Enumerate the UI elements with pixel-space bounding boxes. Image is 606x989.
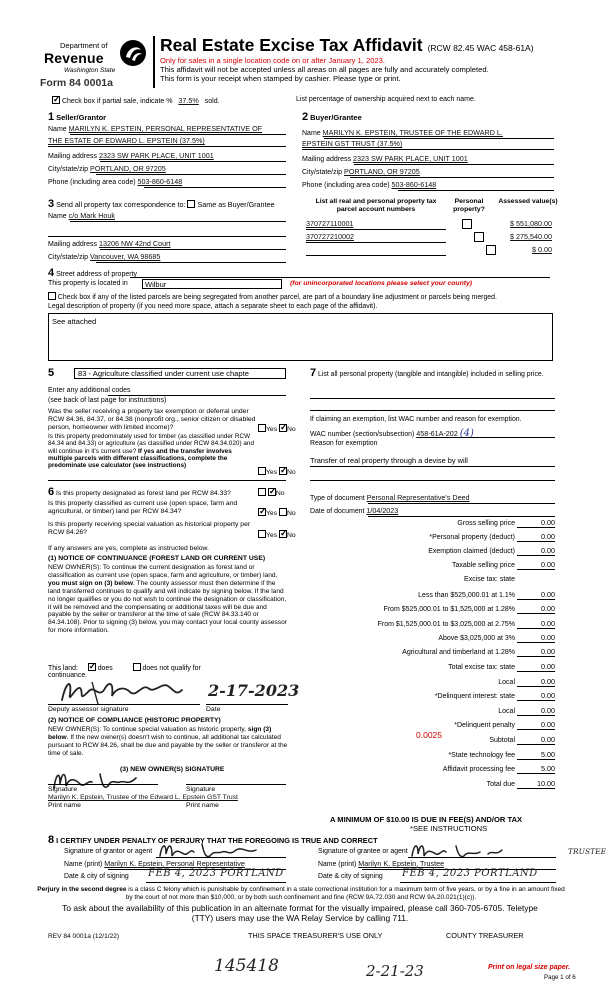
location-select[interactable]: Wilbur bbox=[142, 279, 282, 289]
fee-label: Agricultural and timberland at 1.28% bbox=[402, 649, 515, 657]
fee-row bbox=[320, 519, 555, 528]
fee-label: Affidavit processing fee bbox=[442, 766, 515, 774]
historic-no-checkbox[interactable] bbox=[279, 530, 287, 538]
fee-amount[interactable]: 0.00 bbox=[517, 519, 555, 528]
seller-phone-row: Phone (including area code) 503-860-6148 bbox=[48, 177, 183, 186]
seller-address-row: Mailing address 2323 SW PARK PLACE, UNIT 1001 bbox=[48, 151, 214, 160]
seller-address[interactable]: 2323 SW PARK PLACE, UNIT 1001 bbox=[98, 151, 214, 160]
forest-no-checkbox[interactable] bbox=[268, 488, 276, 496]
current-use-no-checkbox[interactable] bbox=[279, 508, 287, 516]
fee-label: *Delinquent interest: state bbox=[434, 693, 515, 701]
grantee-name[interactable]: Marilyn K. Epstein, Trustee bbox=[358, 859, 445, 868]
corr-blank-underline bbox=[48, 236, 286, 237]
buyer-name-underline-2 bbox=[302, 149, 554, 150]
doc-type[interactable]: Personal Representative's Deed bbox=[366, 493, 470, 502]
corr-name-underline bbox=[70, 221, 286, 222]
additional-codes-label: Enter any additional codes bbox=[48, 387, 131, 394]
fee-label: *Delinquent penalty bbox=[454, 722, 515, 730]
state-label: Washington State bbox=[64, 67, 116, 74]
corr-address-row: Mailing address 13206 NW 42nd Court bbox=[48, 239, 171, 248]
grantor-signature-label: Signature of grantor or agent bbox=[64, 848, 153, 855]
ownership-note: List percentage of ownership acquired next to each name. bbox=[296, 96, 476, 103]
fee-row bbox=[320, 721, 555, 730]
fee-row bbox=[320, 692, 555, 701]
print-legal-note: Print on legal size paper. bbox=[488, 964, 571, 971]
parcel-underline-1 bbox=[306, 229, 446, 230]
partial-sale-checkbox[interactable] bbox=[52, 96, 60, 104]
historic-yes-checkbox[interactable] bbox=[258, 530, 266, 538]
notice-compliance-text: NEW OWNER(S): To continue special valuation as historic property, sign (3) below. If the new owner(s) doesn't wish to continue, all additional tax calculated pursuant to RCW 84.26, shall be due and payable by the seller or transferor at the time of sale. bbox=[48, 726, 288, 757]
fee-amount[interactable]: 0.00 bbox=[517, 736, 555, 745]
street-address-row: 4 Street address of property bbox=[48, 267, 138, 279]
handwritten-date: 2-21-23 bbox=[366, 962, 424, 980]
parcel-underline-3 bbox=[306, 255, 446, 256]
seller-city-underline bbox=[96, 174, 286, 175]
new-owner-sig-underline-1 bbox=[48, 784, 158, 785]
buyer-city[interactable]: PORTLAND, OR 97205 bbox=[344, 167, 420, 176]
additional-codes-underline bbox=[108, 395, 286, 396]
grantor-name-row: Name (print) Marilyn K. Epstein, Personal Representative bbox=[64, 859, 245, 868]
partial-percent[interactable]: 37.5% bbox=[178, 96, 199, 105]
county-treasurer-label: COUNTY TREASURER bbox=[446, 931, 524, 940]
revenue-label: Revenue bbox=[44, 50, 104, 66]
does-not-checkbox[interactable] bbox=[133, 663, 141, 671]
fee-row bbox=[320, 561, 555, 570]
minimum-fee-note: A MINIMUM OF $10.00 IS DUE IN FEE(S) AND/OR TAX bbox=[330, 815, 523, 824]
fee-amount[interactable]: 0.00 bbox=[517, 721, 555, 730]
doc-date-row: Date of document 1/04/2023 bbox=[310, 506, 399, 515]
reason-underline-2 bbox=[310, 480, 555, 481]
correspondence-heading: 3 Send all property tax correspondence to: Same as Buyer/Grantee bbox=[48, 198, 275, 210]
fee-label: *Personal property (deduct) bbox=[429, 534, 515, 542]
grantor-signature-underline bbox=[156, 857, 286, 858]
fee-amount[interactable]: 0.00 bbox=[517, 678, 555, 687]
fee-row bbox=[320, 547, 555, 556]
current-use-question: Is this property classified as current use (open space, farm and agricultural, or timber) land per RCW 84.34? bbox=[48, 500, 238, 515]
corr-address-underline bbox=[100, 249, 286, 250]
grantee-date: FEB 4, 2023 PORTLAND bbox=[402, 868, 538, 879]
seller-city[interactable]: PORTLAND, OR 97205 bbox=[90, 164, 166, 173]
parcels-header-personal: Personal property? bbox=[453, 198, 485, 213]
current-use-yes-checkbox[interactable] bbox=[258, 508, 266, 516]
fee-label: From $525,000.01 to $1,525,000 at 1.28% bbox=[383, 606, 515, 614]
deputy-date: 2-17-2023 bbox=[208, 681, 300, 700]
seller-name-underline-1 bbox=[70, 134, 286, 135]
seller-heading: 1 Seller/Grantor bbox=[48, 111, 107, 123]
fee-row bbox=[320, 533, 555, 542]
buyer-name-1[interactable]: MARILYN K. EPSTEIN, TRUSTEE OF THE EDWARD L. bbox=[322, 128, 503, 137]
see-instructions-note: *SEE INSTRUCTIONS bbox=[410, 824, 488, 833]
legal-description-box[interactable]: See attached bbox=[48, 313, 553, 361]
personal-property-checkbox-2[interactable] bbox=[474, 232, 484, 242]
exemption-yes-no: Yes ✓ No bbox=[258, 424, 296, 434]
fee-amount[interactable]: 0.00 bbox=[517, 605, 555, 614]
reason-text[interactable]: Transfer of real property through a devise by will bbox=[310, 456, 468, 465]
buyer-phone-underline bbox=[398, 190, 554, 191]
perjury-statement: Perjury in the second degree is a class C felony which is punishable by confinement in a state correctional institution for a maximum term of five years, or by a fine in an amount fixed by the court of not more than $10,000, or by both such confinement and fine (RCW 9A.72.030 and RCW 9A.20.021(1)(c)). bbox=[37, 886, 565, 901]
fee-amount[interactable]: 10.00 bbox=[517, 780, 555, 789]
wac-row: WAC number (section/subsection) 458-61A-202 (4) bbox=[310, 428, 474, 439]
fee-row bbox=[320, 591, 555, 600]
header-note-1: This affidavit will not be accepted unless all areas on all pages are fully and accurately completed. bbox=[160, 64, 489, 74]
grantee-date-underline bbox=[400, 882, 556, 883]
form-rcw: (RCW 82.45 WAC 458-61A) bbox=[427, 43, 534, 53]
fee-label: Exemption claimed (deduct) bbox=[428, 548, 515, 556]
historic-yes-no: Yes ✓ No bbox=[258, 530, 296, 540]
exemption-claim-label: If claiming an exemption, list WAC number and reason for exemption. bbox=[310, 416, 522, 423]
grantor-date-label: Date & city of signing bbox=[64, 873, 129, 880]
new-owner-sig-underline-2 bbox=[186, 784, 286, 785]
dor-swirl-icon bbox=[118, 38, 148, 68]
exemption-question: Was the seller receiving a property tax exemption or deferral under RCW 84.36, 84.37, or 84.38 (nonprofit org., senior citizen or disabled person, homeowner with limited income)? bbox=[48, 408, 256, 431]
personal-property-section: 7 List all personal property (tangible and intangible) included in selling price. bbox=[310, 367, 544, 379]
partial-sold-label: sold. bbox=[204, 98, 220, 105]
deputy-signature-label: Deputy assessor signature bbox=[48, 706, 129, 713]
handwritten-number: 145418 bbox=[214, 956, 279, 976]
exemption-yes-checkbox[interactable] bbox=[258, 424, 266, 432]
fee-amount[interactable]: 0.00 bbox=[517, 591, 555, 600]
forest-question: 6 Is this property designated as forest land per RCW 84.33? bbox=[48, 486, 231, 498]
trustee-handwritten: TRUSTEE bbox=[568, 847, 606, 856]
buyer-city-underline bbox=[350, 177, 554, 178]
fee-amount[interactable]: 0.00 bbox=[517, 648, 555, 657]
fee-row bbox=[320, 634, 555, 643]
header-divider bbox=[153, 36, 155, 88]
deputy-date-label: Date bbox=[206, 706, 221, 713]
buyer-address[interactable]: 2323 SW PARK PLACE, UNIT 1001 bbox=[352, 154, 468, 163]
fee-amount[interactable]: 0.00 bbox=[517, 707, 555, 716]
wac-subsection-handwritten: (4) bbox=[459, 428, 474, 439]
grantee-date-label: Date & city of signing bbox=[318, 873, 383, 880]
segregation-row: Check box if any of the listed parcels are being segregated from another parcel, are part of a boundary line adjustment or parcels being merged. bbox=[48, 292, 497, 302]
forest-yes-no: ✓ No bbox=[258, 488, 285, 498]
fee-row bbox=[320, 751, 555, 760]
fee-label: Gross selling price bbox=[457, 520, 515, 528]
notice-continuance-text: NEW OWNER(S): To continue the current designation as forest land or classification as current use (open space, farm and agriculture, or timber) land, you must sign on (3) below. The county assessor must then determine if the land transferred continues to qualify and will indicate by signing below. If the land no longer qualifies or you do not wish to continue the designation or classification, it will be removed and the compensating or additional taxes will be due and payable by the seller or transferor at the time of sale (RCW 84.33.140 or 84.34.108). Prior to signing (3) below, you may contact your local county assessor for more information. bbox=[48, 564, 287, 635]
wac-number[interactable]: 458-61A-202 bbox=[416, 429, 458, 438]
fee-label: Local bbox=[498, 708, 515, 716]
fee-label: Less than $525,000.01 at 1.1% bbox=[418, 592, 515, 600]
current-use-yes-no: ✓ Yes No bbox=[258, 508, 296, 518]
corr-name-row: Name c/o Mark Houk bbox=[48, 211, 115, 220]
treasurer-use-label: THIS SPACE TREASURER'S USE ONLY bbox=[248, 931, 383, 940]
form-number: Form 84 0001a bbox=[40, 77, 113, 89]
fee-label: Taxable selling price bbox=[451, 562, 515, 570]
fee-row bbox=[320, 663, 555, 672]
land-use-code-select[interactable]: 83 - Agriculture classified under current use chapte bbox=[74, 368, 286, 379]
fee-label: Total due bbox=[486, 781, 515, 789]
assessed-value-1[interactable]: $ 551,080.00 bbox=[510, 219, 552, 228]
personal-property-underline-2 bbox=[310, 410, 555, 411]
fee-row bbox=[320, 678, 555, 687]
new-owner-signature-label-2: Signature bbox=[186, 786, 216, 793]
partial-sale-label: Check box if partial sale, indicate % bbox=[61, 98, 173, 105]
partial-sale-row bbox=[52, 96, 302, 106]
parcels-header-accounts: List all real and personal property tax parcel account numbers bbox=[315, 198, 437, 213]
seller-address-underline bbox=[100, 161, 286, 162]
seller-name-2[interactable]: THE ESTATE OF EDWARD L. EPSTEIN (37.5%) bbox=[48, 136, 205, 145]
segregation-checkbox[interactable] bbox=[48, 292, 56, 300]
parcels-header-assessed: Assessed value(s) bbox=[498, 198, 558, 205]
section-5-number: 5 bbox=[48, 367, 55, 379]
corr-address[interactable]: 13206 NW 42nd Court bbox=[98, 239, 171, 248]
parcel-number-2[interactable]: 370727210002 bbox=[306, 232, 354, 241]
seller-name-underline-2 bbox=[48, 146, 286, 147]
if-yes-note: If any answers are yes, complete as instructed below. bbox=[48, 545, 209, 552]
new-owner-print-label-2: Print name bbox=[186, 802, 219, 809]
assessed-value-2[interactable]: $ 275,540.00 bbox=[510, 232, 552, 241]
fee-amount[interactable]: 5.00 bbox=[517, 765, 555, 774]
form-title: Real Estate Excise Tax Affidavit bbox=[160, 35, 423, 55]
dor-logo bbox=[30, 36, 150, 88]
doc-type-row: Type of document Personal Representative's Deed bbox=[310, 493, 470, 502]
section-5-divider bbox=[48, 480, 286, 481]
doc-date[interactable]: 1/04/2023 bbox=[366, 506, 399, 515]
see-back-note: (see back of last page for instructions) bbox=[48, 397, 167, 404]
department-label: Department of bbox=[60, 41, 108, 50]
buyer-name-2[interactable]: EPSTEIN GST TRUST (37.5%) bbox=[302, 139, 403, 148]
does-checkbox[interactable] bbox=[88, 663, 96, 671]
grantor-name[interactable]: Marilyn K. Epstein, Personal Representative bbox=[104, 859, 245, 868]
buyer-heading: 2 Buyer/Grantee bbox=[302, 111, 362, 123]
fee-amount[interactable]: 0.00 bbox=[517, 634, 555, 643]
parcel-number-1[interactable]: 370727110001 bbox=[306, 219, 354, 228]
fee-amount[interactable]: 0.00 bbox=[517, 663, 555, 672]
grantor-date: FEB 4, 2023 PORTLAND bbox=[148, 868, 284, 879]
fee-amount[interactable]: 0.00 bbox=[517, 692, 555, 701]
grantee-signature-underline bbox=[408, 857, 556, 858]
doc-type-underline bbox=[368, 503, 555, 504]
new-owner-print-label-1: Print name bbox=[48, 802, 81, 809]
buyer-phone[interactable]: 503-860-6148 bbox=[391, 180, 437, 189]
grantor-date-underline bbox=[146, 882, 286, 883]
doc-date-underline bbox=[368, 516, 555, 517]
continuance-label: continuance. bbox=[48, 672, 88, 679]
fee-label: From $1,525,000.01 to $3,025,000 at 2.75% bbox=[377, 621, 515, 629]
fee-row bbox=[320, 707, 555, 716]
personal-property-underline-1 bbox=[310, 398, 555, 399]
location-note: (for unincorporated locations please select your county) bbox=[290, 280, 473, 287]
seller-phone-underline bbox=[144, 187, 286, 188]
this-land-row: This land: ✓ does does not qualify for bbox=[48, 663, 201, 673]
header-note-2: This form is your receipt when stamped by cashier. Please type or print. bbox=[160, 73, 401, 83]
fee-amount[interactable]: 0.00 bbox=[517, 561, 555, 570]
fee-label: Excise tax: state bbox=[464, 576, 515, 583]
historic-question: Is this property receiving special valuation as historical property per RCW 84.26? bbox=[48, 521, 251, 536]
deputy-date-underline bbox=[206, 704, 288, 705]
notice-compliance-title: (2) NOTICE OF COMPLIANCE (HISTORIC PROPERTY) bbox=[48, 717, 221, 724]
personal-property-checkbox-1[interactable] bbox=[462, 219, 472, 229]
fee-label: Subtotal bbox=[489, 737, 515, 745]
new-owner-signature-label-1: Signature bbox=[48, 786, 78, 793]
seller-city-row: City/state/zip PORTLAND, OR 97205 bbox=[48, 164, 166, 173]
buyer-address-row: Mailing address 2323 SW PARK PLACE, UNIT 1001 bbox=[302, 154, 468, 163]
reason-label: Reason for exemption bbox=[310, 440, 378, 447]
timber-question: Is this property predominately used for timber (as classified under RCW 84.34 and 84.33) or agriculture (as classified under RCW 84.34.020) and will continue in it's current use? If yes and the transfer involves multiple parcels with different classifications, complete the predominate use calculator (see instructions) bbox=[48, 433, 255, 470]
page-number: Page 1 of 6 bbox=[544, 974, 576, 981]
deputy-signature bbox=[58, 674, 208, 708]
timber-yes-no: Yes ✓ No bbox=[258, 467, 296, 477]
fee-label: Above $3,025,000 at 3% bbox=[438, 635, 515, 643]
fee-amount[interactable]: 5.00 bbox=[517, 751, 555, 760]
alternate-format-note: To ask about the availability of this publication in an alternate format for the visually impaired, please call 360-705-6705. Teletype (TTY) users may use the WA Relay Service by calling 711. bbox=[62, 903, 538, 923]
corr-city-underline bbox=[96, 262, 286, 263]
fee-amount[interactable]: 0.00 bbox=[517, 620, 555, 629]
form-title-block bbox=[160, 35, 590, 83]
fee-row bbox=[320, 605, 555, 614]
timber-yes-checkbox[interactable] bbox=[258, 467, 266, 475]
grantee-signature-label: Signature of grantee or agent bbox=[318, 848, 408, 855]
red-note: Only for sales in a single location code on or after January 1, 2023. bbox=[160, 56, 385, 66]
legal-description-label: Legal description of property (if you need more space, attach a separate sheet to each page of the affidavit). bbox=[48, 303, 378, 310]
grantee-name-row: Name (print) Marilyn K. Epstein, Trustee bbox=[318, 859, 445, 868]
fee-amount[interactable]: 0.00 bbox=[517, 533, 555, 542]
local-rate: 0.0025 bbox=[416, 730, 442, 740]
reason-underline bbox=[310, 466, 555, 467]
new-owner-print-name[interactable]: Marilyn K. Epstein, Trustee of the Edward L. Epstein GST Trust bbox=[48, 794, 238, 801]
street-address-underline bbox=[130, 277, 550, 278]
parcel-underline-2 bbox=[306, 242, 446, 243]
forest-yes-checkbox[interactable] bbox=[258, 488, 266, 496]
corr-name[interactable]: c/o Mark Houk bbox=[68, 211, 115, 220]
fee-row bbox=[320, 765, 555, 774]
deputy-signature-underline bbox=[48, 704, 200, 705]
buyer-phone-row: Phone (including area code) 503-860-6148 bbox=[302, 180, 437, 189]
new-owner-signature-title: (3) NEW OWNER(S) SIGNATURE bbox=[120, 766, 225, 773]
certify-heading: 8 I CERTIFY UNDER PENALTY OF PERJURY THAT THE FOREGOING IS TRUE AND CORRECT bbox=[48, 834, 378, 846]
fee-amount[interactable]: 0.00 bbox=[517, 547, 555, 556]
same-as-buyer-checkbox[interactable] bbox=[187, 200, 195, 208]
notice-continuance-title: (1) NOTICE OF CONTINUANCE (FOREST LAND OR CURRENT USE) bbox=[48, 555, 266, 562]
corr-city-row: City/state/zip Vancouver, WA 98685 bbox=[48, 252, 161, 261]
fee-label: Local bbox=[498, 679, 515, 687]
seller-name-line-1: Name MARILYN K. EPSTEIN, PERSONAL REPRESENTATIVE OF bbox=[48, 124, 263, 133]
timber-no-checkbox[interactable] bbox=[279, 467, 287, 475]
rev-label: REV 84 0001a (12/1/22) bbox=[48, 933, 120, 940]
fee-row bbox=[320, 648, 555, 657]
fee-row bbox=[320, 780, 555, 789]
seller-name-1[interactable]: MARILYN K. EPSTEIN, PERSONAL REPRESENTATIVE OF bbox=[68, 124, 263, 133]
exemption-no-checkbox[interactable] bbox=[279, 424, 287, 432]
located-row: This property is located in bbox=[48, 280, 128, 287]
fee-label: *State technology fee bbox=[448, 752, 515, 760]
buyer-address-underline bbox=[354, 164, 554, 165]
buyer-city-row: City/state/zip PORTLAND, OR 97205 bbox=[302, 167, 420, 176]
seller-phone[interactable]: 503-860-6148 bbox=[137, 177, 183, 186]
buyer-name-line-1: Name MARILYN K. EPSTEIN, TRUSTEE OF THE EDWARD L. bbox=[302, 128, 503, 137]
corr-city[interactable]: Vancouver, WA 98685 bbox=[90, 252, 161, 261]
assessed-value-3[interactable]: $ 0.00 bbox=[532, 245, 552, 254]
wac-underline bbox=[420, 437, 555, 438]
fee-label: Total excise tax: state bbox=[448, 664, 515, 672]
fee-row bbox=[320, 620, 555, 629]
fee-row bbox=[320, 576, 555, 584]
